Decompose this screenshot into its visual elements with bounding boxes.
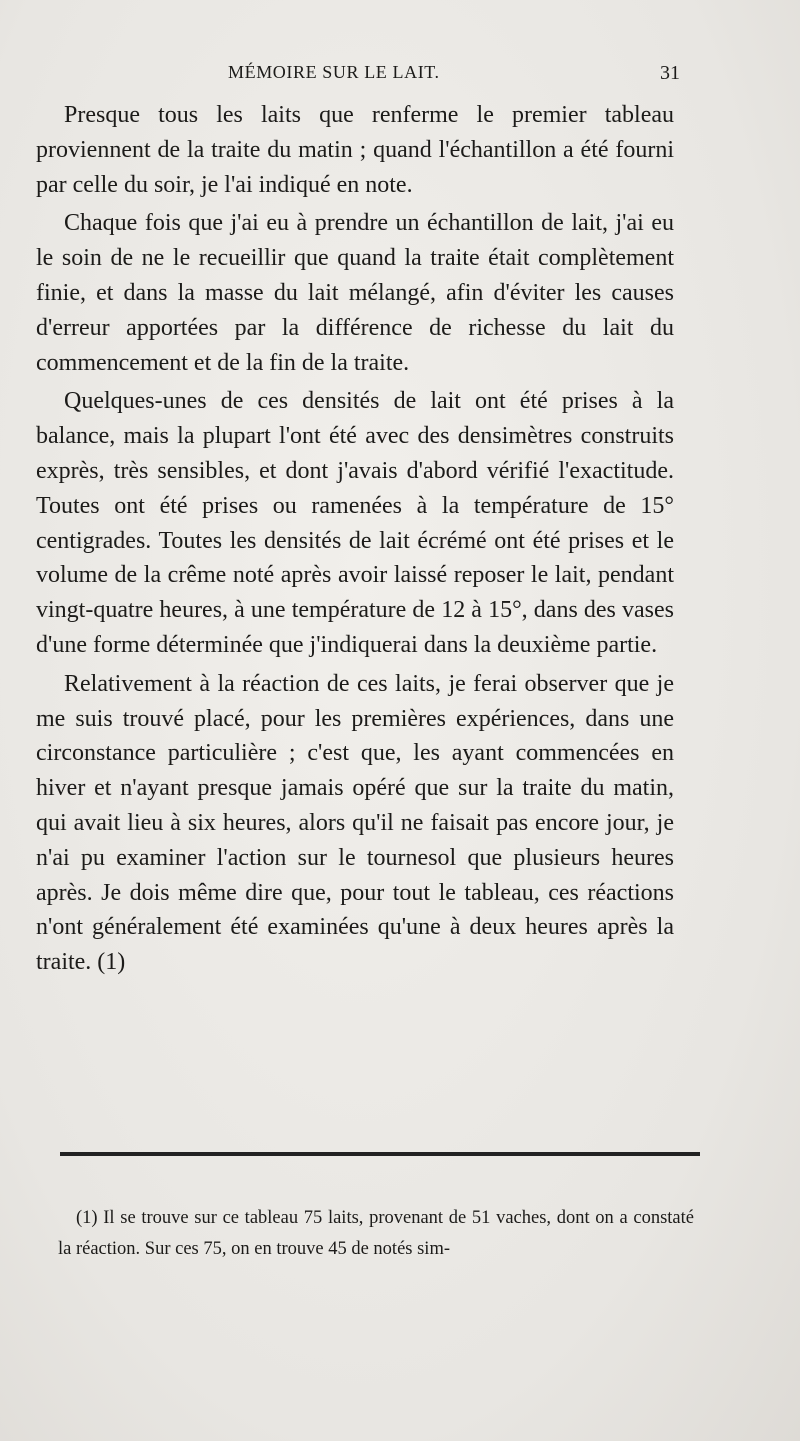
paragraph: Chaque fois que j'ai eu à prendre un échantillon de lait, j'ai eu le soin de ne le recueillir que quand la traite était complètement finie, et dans la masse du lait mélangé, afin d'éviter les causes d'erreur apportées par la différence de richesse du lait du commencement et de la fin de la traite. (36, 210, 674, 376)
page-number: 31 (660, 62, 680, 84)
main-text (36, 98, 674, 984)
paragraph: Quelques-unes de ces densités de lait ont été prises à la balance, mais la plupart l'ont été avec des densimètres construits exprès, très sensibles, et dont j'avais d'abord vérifié l'exactitude. Toutes ont été prises ou ramenées à la température de 15° centigrades. Toutes les densités de lait écrémé ont été prises et le volume de la crême noté après avoir laissé reposer le lait, pendant vingt-quatre heures, à une température de 12 à 15°, dans des vases d'une forme déterminée que j'indiquerai dans la deuxième partie. (36, 388, 674, 658)
footnote: (1) Il se trouve sur ce tableau 75 laits, provenant de 51 vaches, dont on a constaté la réaction. Sur ces 75, on en trouve 45 de notés sim- (58, 1208, 694, 1259)
paragraph: Presque tous les laits que renferme le premier tableau proviennent de la traite du matin ; quand l'échantillon a été fourni par celle du soir, je l'ai indiqué en note. (36, 102, 674, 198)
page-header (40, 62, 680, 92)
running-title: MÉMOIRE SUR LE LAIT. (228, 62, 440, 82)
footnote-separator-rule (60, 1152, 700, 1156)
paragraph: Relativement à la réaction de ces laits, je ferai observer que je me suis trouvé placé, pour les premières expériences, dans une circonstance particulière ; c'est que, les ayant commencées en hiver et n'ayant presque jamais opéré que sur la traite du matin, qui avait lieu à six heures, alors qu'il ne faisait pas encore jour, je n'ai pu examiner l'action sur le tournesol que plusieurs heures après. Je dois même dire que, pour tout le tableau, ces réactions n'ont généralement été examinées qu'une à deux heures après la traite. (1) (36, 670, 674, 976)
